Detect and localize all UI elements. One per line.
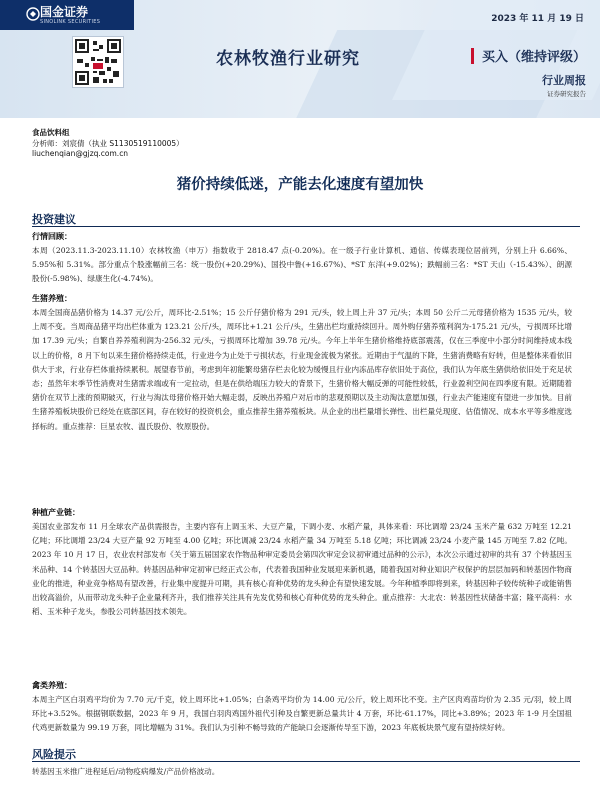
- section-divider: [32, 761, 580, 762]
- analyst-email: liuchenqian@gjzq.com.cn: [32, 149, 129, 158]
- market-review-text: 本周（2023.11.3-2023.11.10）农林牧渔（申万）指数收于 2818.47 点(-0.20%)。在一级子行业计算机、通信、传媒表现位居前列，分别上升 6.66%、5.95%和 5.31%。部分重点个股涨幅前三名：统一股份(+20.29%)、国投中鲁(+16.67%)、*ST 东洋(+9.02%)；跌幅前三名：*ST 天山（-15.43%）、朗源股份(-5.98%)、绿康生化(-4.74%)。: [32, 246, 572, 284]
- brand-logo-icon: [26, 7, 40, 21]
- brand-name-en: SINOLINK SECURITIES: [40, 18, 101, 25]
- brand-name: 国金证券: [40, 4, 89, 19]
- rating-accent-bar: [471, 48, 474, 64]
- industry-group: 食品饮料组: [32, 128, 70, 137]
- rating-text: 买入（维持评级）: [481, 50, 586, 65]
- poultry-text: 本周主产区白羽鸡平均价为 7.70 元/千克，较上周环比+1.05%；白条鸡平均价为 14.00 元/公斤，较上周环比不变。主产区肉鸡苗均价为 2.35 元/羽，较上周环比+3.52%。根据钢联数据，2023 年 9 月，我国白羽肉鸡国外祖代引种及自繁更新总量共计 4 万套，环比-61.17%，同比+3.89%；2023 年 1-9 月全国祖代鸡更新数量为 99.19 万套，同比增幅为 31%。我们认为引种不畅导致的产能缺口会逐渐传导至下游，2023 年底板块景气度有望持续好转。: [32, 695, 572, 733]
- risk-section-title: 风险提示: [32, 748, 76, 761]
- rating: [471, 46, 586, 65]
- report-date: 2023 年 11 月 19 日: [491, 14, 584, 24]
- qr-code-icon: [72, 36, 124, 88]
- header-banner: [0, 0, 600, 118]
- report-headline: 猪价持续低迷，产能去化速度有望加快: [176, 177, 424, 193]
- seed-heading: 种植产业链：: [32, 508, 80, 517]
- invest-section-title: 投资建议: [32, 213, 76, 226]
- seed-text: 美国农业部发布 11 月全球农产品供需报告，主要内容有上调玉米、大豆产量，下调小麦、水稻产量，具体来看：环比调增 23/24 玉米产量 632 万吨至 12.21 亿吨；环比调增 23/24 大豆产量 92 万吨至 4.00 亿吨；环比调减 23/24 水稻产量 34 万吨至 5.18 亿吨；环比调减 23/24 小麦产量 145 万吨至 7.82 亿吨。2023 年 10 月 17 日，农业农村部发布《关于第五届国家农作物品种审定委员会第四次审定会议初审通过品种的公示》，本次公示通过初审的共有 37 个转基因玉米品种、14 个转基因大豆品种。转基因品种审定初审已经正式公布，代表着我国种业发展迎来新机遇，随着我国对种业知识产权保护的层层加码和转基因作物商业化的推进，种业竞争格局有望改善，行业集中度提升可期，具有核心育种优势的龙头种企有望快速发展。今年种植季即将到来，转基因种子较传统种子或能销售出较高溢价，从而带动龙头种子企业量利齐升，我们推荐关注具有先发优势和核心育种优势的龙头种企。重点推荐：大北农：转基因性状储备丰富；隆平高科：水稻、玉米种子龙头，参股公司转基因技术领先。: [32, 522, 572, 617]
- market-review-heading: 行情回顾：: [32, 232, 72, 241]
- analyst-line: 分析师：刘宸倩（执业 S1130519110005）: [32, 138, 184, 148]
- qr-caption: [68, 88, 128, 94]
- sector-title: 农林牧渔行业研究: [216, 49, 360, 69]
- report-subtitle: 证券研究报告: [547, 90, 586, 98]
- hog-heading: 生猪养殖：: [32, 294, 72, 303]
- section-divider: [32, 226, 580, 227]
- brand-logo-box: [0, 0, 134, 30]
- hog-text: 本周全国商品猪价格为 14.37 元/公斤，周环比-2.51%；15 公斤仔猪价格为 291 元/头，较上周上升 37 元/头；本周 50 公斤二元母猪价格为 1535 元/头，较上周不变。当周商品猪平均出栏体重为 123.21 公斤/头，周环比+1.21 公斤/头，生猪出栏均重持续回升。周外购仔猪养殖利润为-175.21 元/头，亏损周环比增加 17.39 元/头；自繁自养养殖利润为-256.32 元/头，亏损周环比增加 39.78 元/头。今年上半年生猪价格维持底部震荡，仅在三季度中小部分时间维持成本线以上的价格，8 月下旬以来生猪价格持续走低，行业进今为止处于亏损状态，行业现金流极为紧张。近期由于气温的下降，生猪消费略有好转，但是整体来看依旧供大于求，行业存栏体重持续累积。展望春节前，考虑到年初能繁母猪存栏去化较为缓慢且行业内冻品库存依旧处于高位，我们认为年底生猪供给依旧处于充足状态；虽然年末季节性消费对生猪需求端或有一定拉动，但是在供给端压力较大的背景下，生猪价格大幅反弹的可能性较低，行业盈利空间在四季度有限。近期随着猪价在双节上涨的预期破灭，行业与淘汰母猪价格开始大幅走弱，反映出养殖户对后市的悲观预期以及主动淘汰意愿加强，行业去产能速度有望进一步加快。目前生猪养殖板块股价已经处在底部区间，存在较好的投资机会，重点推荐生猪养殖板块。从企业的出栏量增长弹性、出栏量兑现度、估值情况、成本水平等多维度选择标的。重点推荐：巨星农牧、温氏股份、牧原股份。: [32, 308, 572, 431]
- author-meta: [32, 128, 184, 160]
- poultry-heading: 禽类养殖：: [32, 681, 72, 690]
- risk-text: 转基因玉米推广进程延后/动物疫病爆发/产品价格波动。: [32, 767, 220, 776]
- report-type: 行业周报: [542, 74, 586, 87]
